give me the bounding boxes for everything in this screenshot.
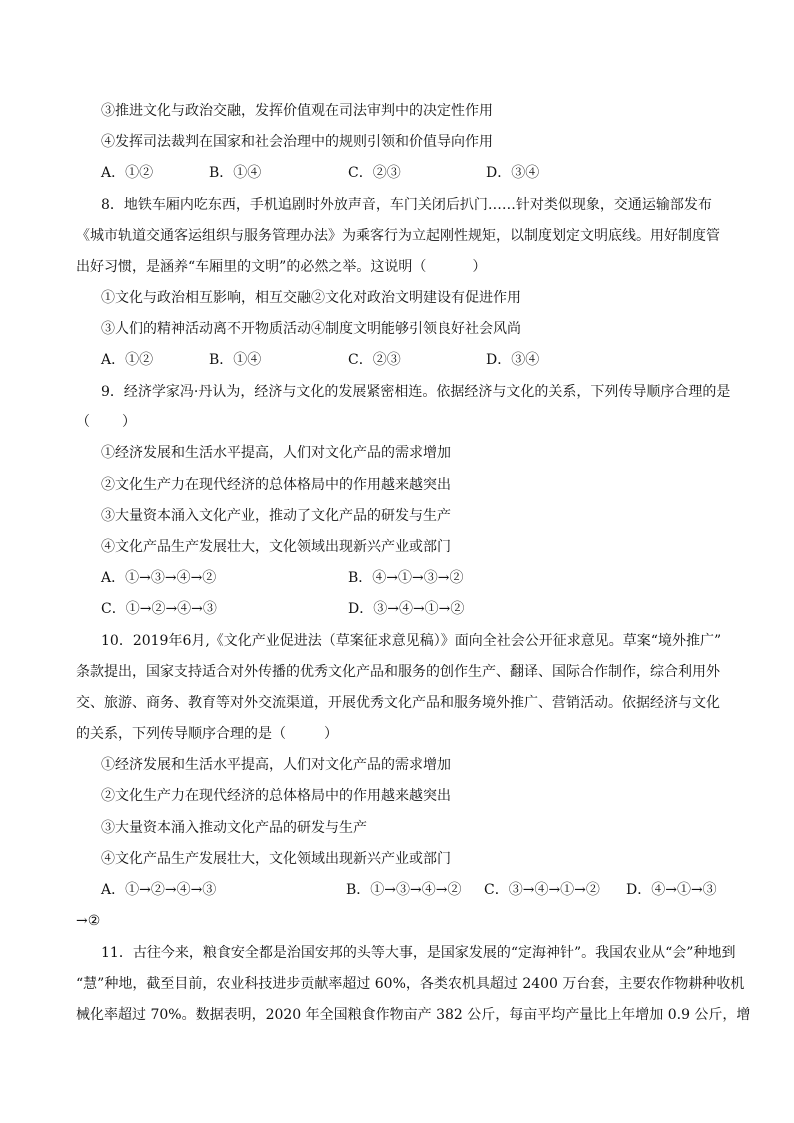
- q9-bracket-close: ）: [122, 414, 136, 430]
- q8-option-b: B．①④: [209, 352, 262, 368]
- q8-stem-line-1: 8．地铁车厢内吃东西，手机追剧时外放声音，车门关闭后扒门……针对类似现象，交通运输部发布: [101, 197, 712, 213]
- q10-option-b: B．①→③→④→②: [346, 882, 462, 898]
- q8-statement-1: ①文化与政治相互影响，相互交融②文化对政治文明建设有促进作用: [101, 290, 521, 306]
- q9-stem-line-1: 9．经济学家冯·丹认为，经济与文化的发展紧密相连。依据经济与文化的关系，下列传导顺序合理的是: [101, 384, 731, 400]
- q8-statement-2: ③人们的精神活动离不开物质活动④制度文明能够引领良好社会风尚: [101, 321, 521, 337]
- q10-option-c: C．③→④→①→②: [484, 882, 600, 898]
- q9-statement-2: ②文化生产力在现代经济的总体格局中的作用越来越突出: [101, 477, 451, 493]
- q11-stem-line-2: “慧”种地，截至目前，农业科技进步贡献率超过 60%，各类农机具超过 2400 万台套，主要农作物耕种收机: [76, 976, 745, 992]
- q10-statement-3: ③大量资本涌入推动文化产品的研发与生产: [101, 820, 367, 836]
- q8-bracket-close: ）: [472, 259, 487, 275]
- q9-option-a: A．①→③→④→②: [101, 570, 217, 586]
- q8-option-d: D．③④: [486, 352, 540, 368]
- q10-stem-text: 的关系，下列传导顺序合理的是（: [76, 726, 286, 742]
- q9-option-c: C．①→②→④→③: [101, 601, 217, 617]
- q10-statement-2: ②文化生产力在现代经济的总体格局中的作用越来越突出: [101, 788, 451, 804]
- q8-stem-text: 出好习惯，是涵养“车厢里的文明”的必然之举。这说明（: [76, 259, 427, 275]
- q7-statement-4: ④发挥司法裁判在国家和社会治理中的规则引领和价值导向作用: [101, 134, 493, 150]
- q10-option-d: D．④→①→③: [626, 882, 717, 898]
- q10-option-d-wrap: →②: [76, 913, 101, 929]
- q8-option-c: C．②③: [348, 352, 401, 368]
- q10-stem-line-3: 交、旅游、商务、教育等对外交流渠道，开展优秀文化产品和服务境外推广、营销活动。依据经济与文化: [76, 695, 720, 711]
- q10-stem-line-1: 10．2019年6月,《文化产业促进法（草案征求意见稿）》面向全社会公开征求意见。草案“境外推广”: [101, 633, 722, 649]
- q11-stem-line-1: 11．古往今来，粮食安全都是治国安邦的头等大事，是国家发展的“定海神针”。我国农业从“会”种地到: [101, 945, 736, 961]
- q9-option-d: D．③→④→①→②: [348, 601, 465, 617]
- q9-stem-line-2: [76, 412, 136, 432]
- q9-statement-4: ④文化产品生产发展壮大，文化领域出现新兴产业或部门: [101, 539, 451, 555]
- q10-option-a: A．①→②→④→③: [101, 882, 217, 898]
- q10-statement-1: ①经济发展和生活水平提高，人们对文化产品的需求增加: [101, 757, 451, 773]
- q10-stem-line-2: 条款提出，国家支持适合对外传播的优秀文化产品和服务的创作生产、翻译、国际合作制作，综合利用外: [76, 664, 720, 680]
- q10-stem-line-4: [76, 724, 338, 744]
- q7-option-b: B．①④: [209, 165, 262, 181]
- q9-bracket-open: （: [76, 414, 90, 430]
- q7-option-c: C．②③: [348, 165, 401, 181]
- q9-statement-3: ③大量资本涌入文化产业，推动了文化产品的研发与生产: [101, 508, 451, 524]
- q9-option-b: B．④→①→③→②: [348, 570, 464, 586]
- q9-statement-1: ①经济发展和生活水平提高，人们对文化产品的需求增加: [101, 445, 451, 461]
- q8-option-a: A．①②: [101, 352, 154, 368]
- q8-stem-line-2: 《城市轨道交通客运组织与服务管理办法》为乘客行为立起刚性规矩，以制度划定文明底线。用好制度管: [76, 228, 720, 244]
- q7-statement-3: ③推进文化与政治交融，发挥价值观在司法审判中的决定性作用: [101, 103, 493, 119]
- q10-bracket-close: ）: [324, 726, 338, 742]
- q10-statement-4: ④文化产品生产发展壮大，文化领域出现新兴产业或部门: [101, 851, 451, 867]
- q11-stem-line-3: 械化率超过 70%。数据表明，2020 年全国粮食作物亩产 382 公斤，每亩平均产量比上年增加 0.9 公斤，增: [76, 1007, 751, 1023]
- q7-option-d: D．③④: [486, 165, 540, 181]
- q8-stem-line-3: [76, 257, 486, 277]
- q7-option-a: A．①②: [101, 165, 154, 181]
